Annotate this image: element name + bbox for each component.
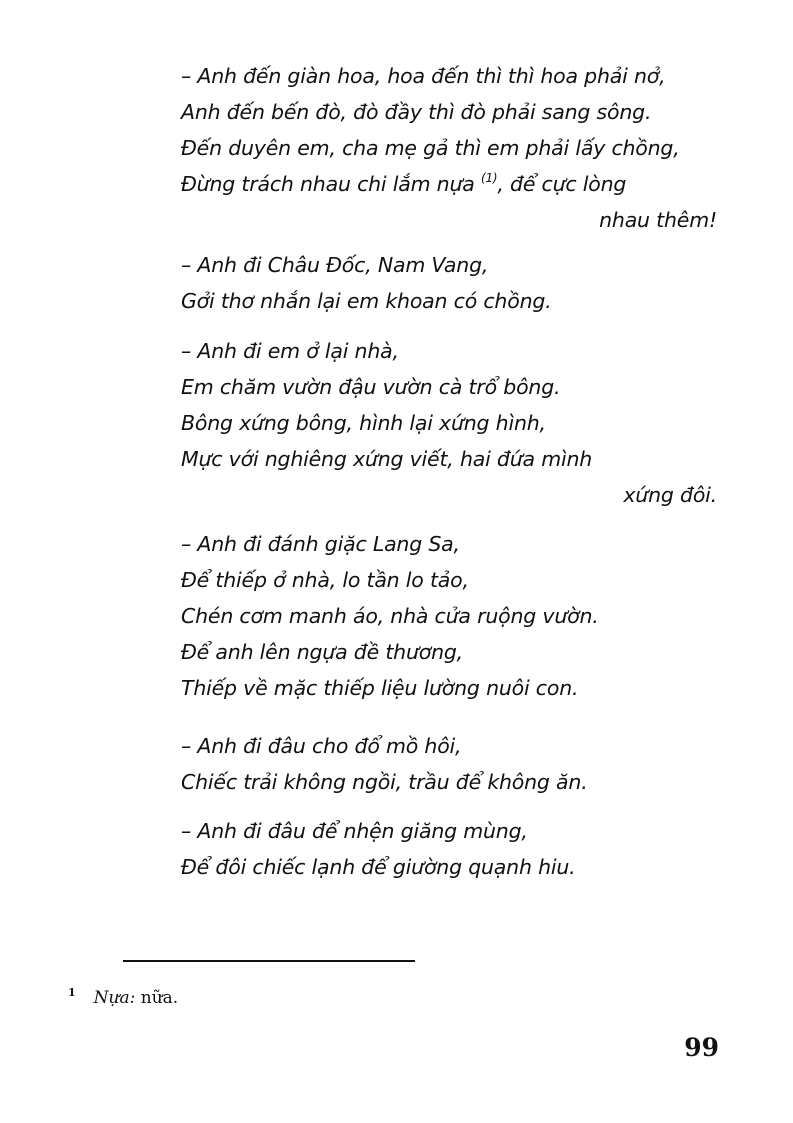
poem-line-continuation: xứng đôi.	[623, 483, 717, 507]
stanza-4	[181, 526, 721, 706]
poem-line: Anh đến bến đò, đò đầy thì đò phải sang sông.	[181, 100, 652, 124]
poem-line-tail: , để cực lòng	[497, 172, 627, 196]
poem-line: – Anh đi Châu Đốc, Nam Vang,	[181, 253, 489, 277]
page-number: 99	[684, 1033, 719, 1062]
poem-line	[181, 166, 721, 202]
poem-line: Mực với nghiêng xứng viết, hai đứa mình	[181, 447, 593, 471]
footnote-mark: 1	[68, 986, 76, 999]
poem-line: – Anh đi đánh giặc Lang Sa,	[181, 532, 460, 556]
poem-line-text: Đừng trách nhau chi lắm nựa	[181, 172, 475, 196]
footnote-reference: (1)	[480, 171, 498, 185]
poem-line: Chiếc trải không ngồi, trầu để không ăn.	[181, 770, 588, 794]
footnote	[68, 986, 178, 1008]
poem-line: – Anh đến giàn hoa, hoa đến thì thì hoa phải nở,	[181, 64, 666, 88]
poem-line: Để đôi chiếc lạnh để giường quạnh hiu.	[181, 855, 576, 879]
poem-line: Bông xứng bông, hình lại xứng hình,	[181, 411, 546, 435]
poem-line: – Anh đi đâu cho đổ mồ hôi,	[181, 734, 462, 758]
poem-line: Để thiếp ở nhà, lo tần lo tảo,	[181, 568, 469, 592]
stanza-6	[181, 813, 721, 885]
poem-line: Em chăm vườn đậu vườn cà trổ bông.	[181, 375, 561, 399]
poem-line-continuation: nhau thêm!	[599, 208, 717, 232]
poem-line: Chén cơm manh áo, nhà cửa ruộng vườn.	[181, 604, 599, 628]
stanza-5	[181, 728, 721, 800]
stanza-2	[181, 247, 721, 319]
poem-line: Đến duyên em, cha mẹ gả thì em phải lấy chồng,	[181, 136, 680, 160]
footnote-definition: nữa.	[135, 988, 179, 1008]
stanza-3	[181, 333, 721, 513]
poem-line: Thiếp về mặc thiếp liệu lường nuôi con.	[181, 676, 579, 700]
poem-line: – Anh đi em ở lại nhà,	[181, 339, 399, 363]
stanza-1	[181, 58, 721, 238]
poem-line: – Anh đi đâu để nhện giăng mùng,	[181, 819, 528, 843]
poem-line: Để anh lên ngựa đề thương,	[181, 640, 464, 664]
poem-line: Gởi thơ nhắn lại em khoan có chồng.	[181, 289, 552, 313]
footnote-term: Nựa:	[93, 988, 136, 1008]
footnote-divider	[123, 960, 415, 962]
